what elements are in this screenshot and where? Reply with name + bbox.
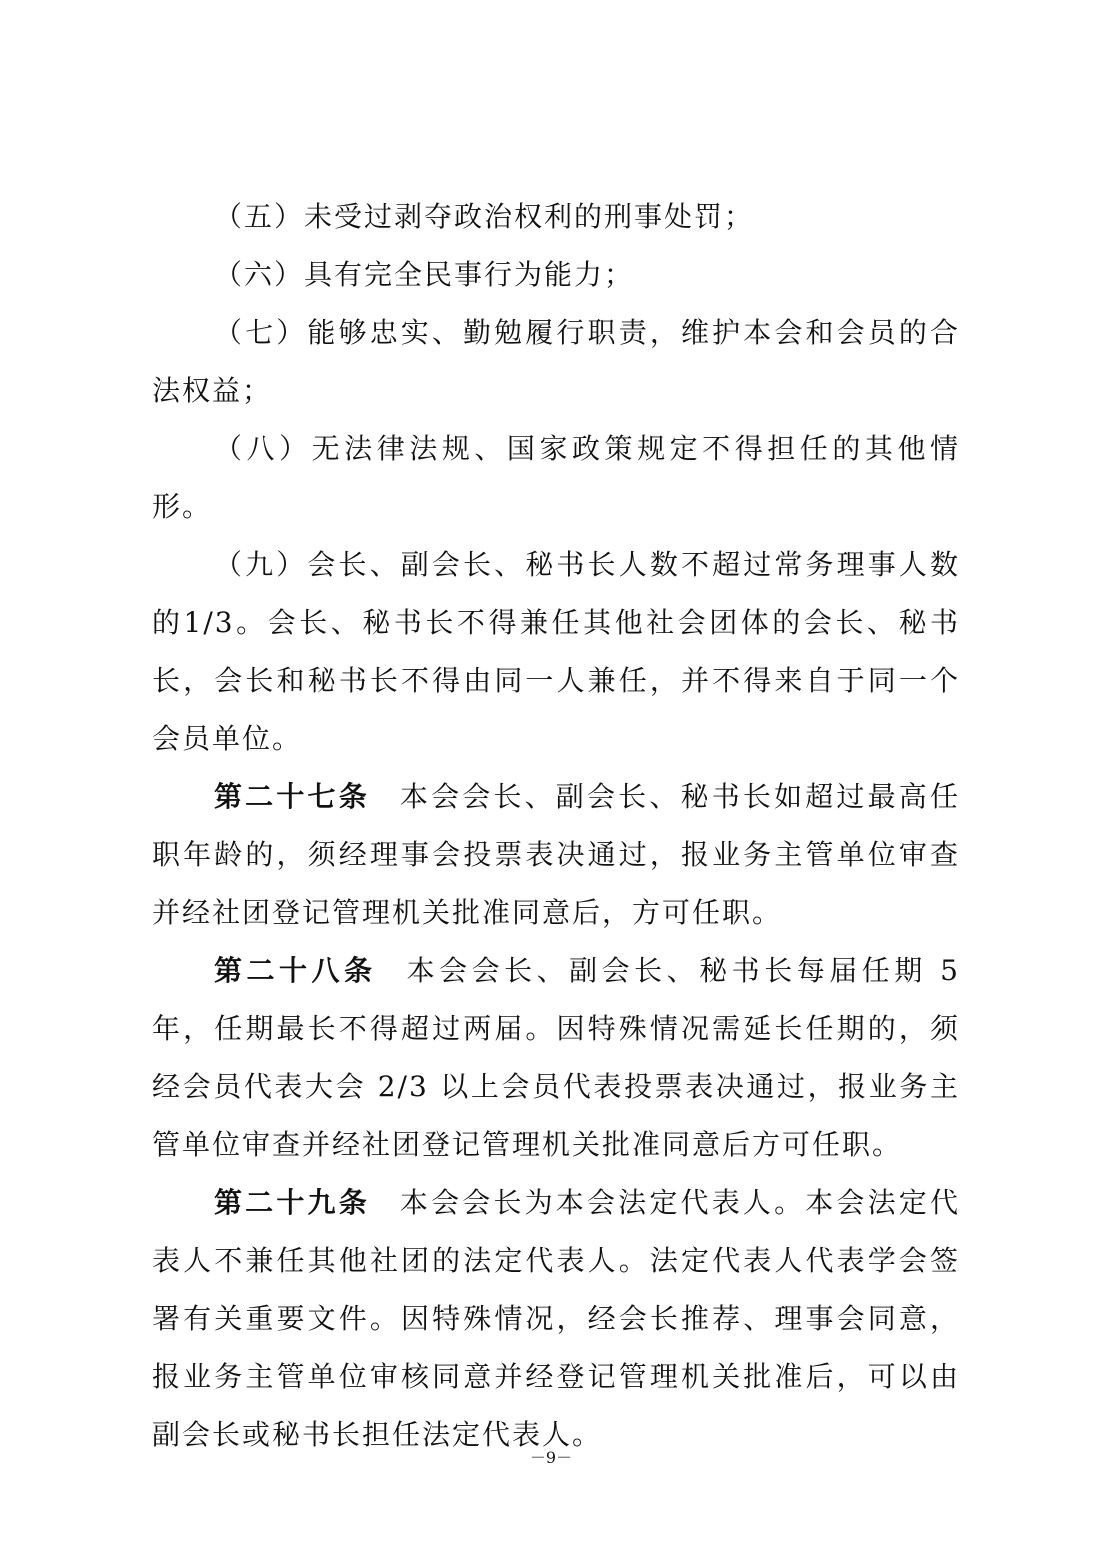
document-body — [152, 188, 960, 1464]
clause-item-6: （六）具有完全民事行为能力； — [214, 258, 635, 291]
article-29 — [152, 1174, 960, 1464]
article-29-heading: 第二十九条 — [214, 1186, 370, 1219]
article-29-text: 本会会长为本会法定代表人。本会法定代表人不兼任其他社团的法定代表人。法定代表人代表学会签署有关重要文件。因特殊情况，经会长推荐、理事会同意，报业务主管单位审核同意并经登记管理机关批准后，可以由副会长或秘书长担任法定代表人。 — [152, 1186, 960, 1451]
clause-item-9: （九）会长、副会长、秘书长人数不超过常务理事人数的1/3。会长、秘书长不得兼任其他社会团体的会长、秘书长，会长和秘书长不得由同一人兼任，并不得来自于同一个会员单位。 — [152, 548, 960, 755]
clause-item-7: （七）能够忠实、勤勉履行职责，维护本会和会员的合法权益； — [152, 316, 960, 407]
article-27 — [152, 768, 960, 942]
article-28 — [152, 942, 960, 1174]
article-28-heading: 第二十八条 — [214, 954, 377, 987]
article-27-heading: 第二十七条 — [214, 780, 370, 813]
article-28-text: 本会会长、副会长、秘书长每届任期 5 年，任期最长不得超过两届。因特殊情况需延长任期的，须经会员代表大会 2/3 以上会员代表投票表决通过，报业务主管单位审查并经社团登记管理机关批准同意后方可任职。 — [152, 954, 960, 1161]
page-number: －9－ — [529, 1448, 573, 1467]
clause-item-5: （五）未受过剥夺政治权利的刑事处罚； — [214, 200, 755, 233]
article-27-text: 本会会长、副会长、秘书长如超过最高任职年龄的，须经理事会投票表决通过，报业务主管单位审查并经社团登记管理机关批准同意后，方可任职。 — [152, 780, 960, 929]
clause-item-8: （八）无法律法规、国家政策规定不得担任的其他情形。 — [152, 432, 960, 523]
